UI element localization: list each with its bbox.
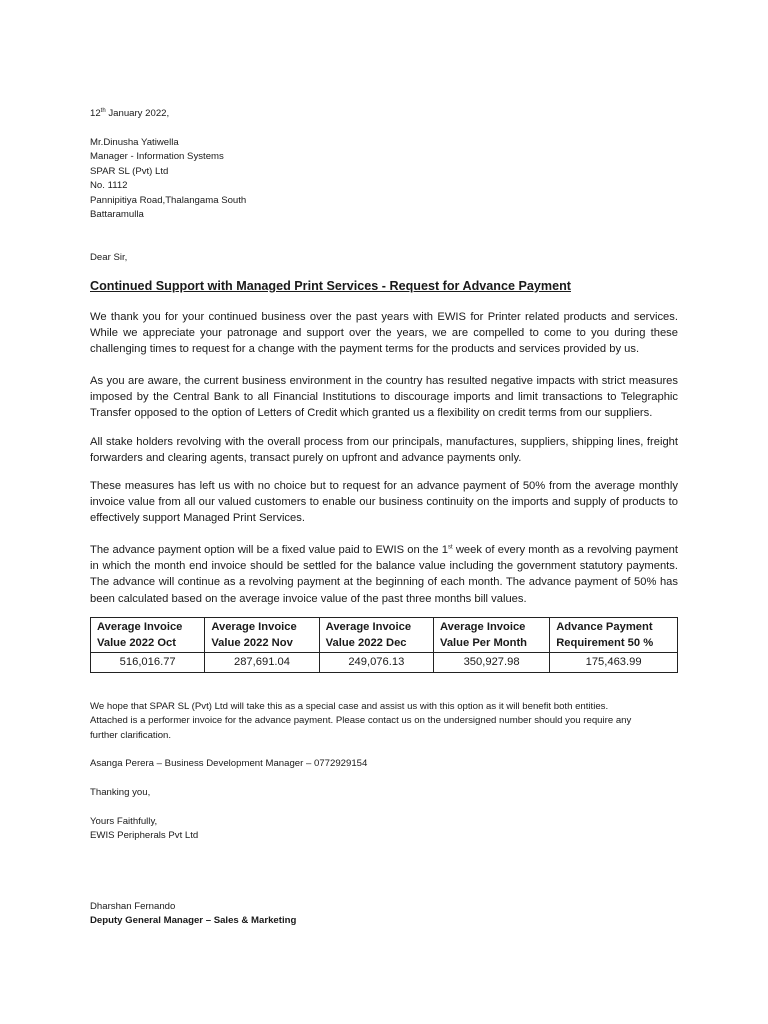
date-day: 12	[90, 108, 101, 119]
table-row	[91, 653, 678, 673]
paragraph: These measures has left us with no choice but to request for an advance payment of 50% from the average monthly invoice value from all our valued customers to enable our business continuity on the imports and supply of products to effectively support Managed Print Services.	[90, 480, 678, 525]
header-line: Advance Payment	[556, 621, 653, 633]
paragraph: We thank you for your continued business over the past years with EWIS for Printer related products and services. While we appreciate your patronage and support over the years, we are compelled to come to you during these challenging times to request for a change with the payment terms for the products and services provided by us.	[90, 311, 678, 356]
recipient-line: Manager - Information Systems	[90, 151, 224, 163]
recipient-line: Pannipitiya Road,Thalangama South	[90, 194, 247, 206]
header-line: Average Invoice	[97, 621, 183, 633]
advance-payment-paragraph	[90, 542, 678, 607]
advance-text-sup: st	[447, 544, 453, 551]
closing-line: Attached is a performer invoice for the advance payment. Please contact us on the undersigned number should you require any	[90, 715, 632, 727]
closing-paragraph	[90, 700, 631, 743]
table-cell: 249,076.13	[319, 653, 433, 673]
header-line: Average Invoice	[211, 621, 297, 633]
signatory-name: Dharshan Fernando	[90, 901, 176, 912]
invoice-table	[90, 617, 678, 673]
sign-off-line: Yours Faithfully,	[90, 816, 158, 827]
table-header-cell	[91, 618, 205, 653]
sign-off	[90, 815, 198, 844]
table-header-cell	[319, 618, 433, 653]
table-cell: 350,927.98	[433, 653, 549, 673]
table-cell: 175,463.99	[550, 653, 678, 673]
header-line: Average Invoice	[325, 621, 412, 633]
table-cell: 516,016.77	[91, 653, 205, 673]
signatory-title: Deputy General Manager – Sales & Marketing	[90, 915, 297, 926]
letter-date	[90, 107, 169, 121]
header-line: Average Invoice	[439, 621, 526, 633]
recipient-line: SPAR SL (Pvt) Ltd	[90, 165, 169, 177]
table-header-cell	[205, 618, 319, 653]
advance-text-before: The advance payment option will be a fixed value paid to EWIS on the 1	[90, 544, 448, 556]
table-header-cell	[550, 618, 678, 653]
date-rest: January 2022,	[105, 108, 170, 119]
paragraph: As you are aware, the current business environment in the country has resulted negative impacts with strict measures imposed by the Central Bank to all Financial Institutions to discourage imports and limit transactions to Telegraphic Transfer opposed to the option of Letters of Credit which granted us a flexibility on credit terms from our suppliers.	[90, 375, 678, 420]
recipient-line: Mr.Dinusha Yatiwella	[90, 137, 179, 148]
letter-subject: Continued Support with Managed Print Services - Request for Advance Payment	[90, 279, 571, 293]
sign-off-line: EWIS Peripherals Pvt Ltd	[90, 830, 199, 842]
paragraph: All stake holders revolving with the overall process from our principals, manufactures, suppliers, shipping lines, freight forwarders and clearing agents, transact purely on upfront and advance payments only.	[90, 436, 678, 465]
header-line: Value 2022 Oct	[97, 637, 176, 649]
closing-line: We hope that SPAR SL (Pvt) Ltd will take this as a special case and assist us with this option as it will benefit both entities.	[90, 701, 609, 712]
recipient-line: Battaramulla	[90, 209, 144, 221]
table-cell: 287,691.04	[205, 653, 319, 673]
header-line: Requirement 50 %	[556, 637, 654, 649]
contact-line: Asanga Perera – Business Development Manager – 0772929154	[90, 758, 368, 769]
header-line: Value 2022 Dec	[325, 637, 407, 649]
date-suffix: th	[100, 107, 106, 114]
table-header-row	[91, 618, 678, 653]
salutation: Dear Sir,	[90, 252, 128, 263]
advance-text-after: week of every month as a revolving payment in which the month end invoice should be settled for the balance value including the government statutory payments. The advance will continue as a revolving payment at the beginning of each month. The advance payment of 50% has been calculated based on the average invoice value of the past three months bill values.	[90, 544, 678, 605]
closing-line: further clarification.	[90, 729, 172, 741]
table-header-cell	[433, 618, 549, 653]
recipient-address	[90, 136, 246, 222]
header-line: Value 2022 Nov	[211, 637, 293, 649]
recipient-line: No. 1112	[90, 180, 128, 192]
thanks-line: Thanking you,	[90, 787, 151, 798]
header-line: Value Per Month	[439, 637, 528, 649]
